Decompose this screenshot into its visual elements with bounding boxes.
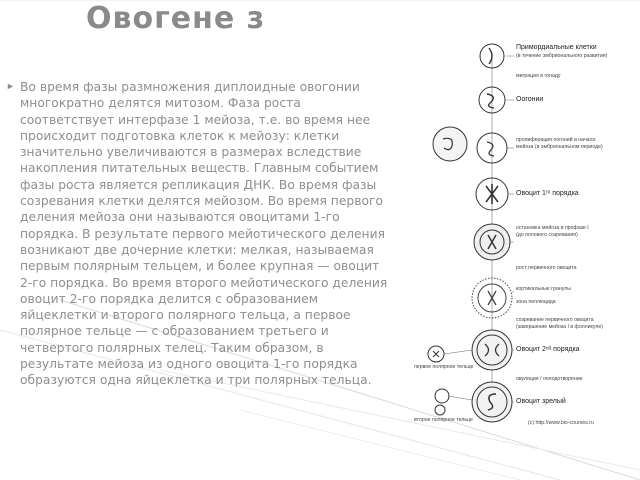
slide-title: Овогене з — [86, 1, 266, 36]
label-mature: Овоцит зрелый — [516, 398, 566, 405]
label-ovulation: овуляция / оплодотворение — [516, 376, 583, 382]
label-proliferation: пролиферация оогоний и начало — [516, 137, 596, 143]
label-primordial-sub: (в течение эмбрионального развития) — [516, 53, 608, 59]
growing-follicle — [472, 278, 512, 318]
proliferating-cells — [433, 127, 507, 163]
label-oocyte2: Овоцит 2ⁿᵈ порядка — [516, 346, 580, 353]
mature-ovum — [435, 382, 512, 422]
body-block — [6, 79, 388, 389]
label-polar2: второе полярное тельце — [414, 417, 473, 423]
label-arrest1: остановка мейоза в профазе I — [516, 225, 589, 231]
label-maturation: созревание первичного овоцита — [516, 317, 594, 323]
bullet-icon: ► — [6, 81, 15, 91]
label-source: (с) http://www.bio-courses.ru — [528, 420, 594, 426]
label-oocyte1: Овоцит 1ʳᵒ порядка — [516, 190, 579, 197]
label-cortical: кортикальные гранулы — [516, 286, 571, 292]
label-oogonia: Оогонии — [516, 96, 544, 103]
oogenesis-diagram — [410, 34, 640, 434]
label-proliferation-sub: мейоза (в эмбриональном периоде) — [516, 144, 603, 150]
label-resume: рост первичного овоцита — [516, 265, 577, 271]
body-text: Во время фазы размножения диплоидные овогонии многократно делятся митозом. Фаза роста соответствует интерфазе 1 мейоза, т.е. во время нее происходит подготовка клеток к мейозу: клетки значительно увеличиваются в размерах вследствие накопления питательных веществ. Главным событием фазы роста является репликация ДНК. Во время фазы созревания клетки делятся мейозом. Во время первого деления мейоза они называются овоцитами 1-го порядка. В результате первого мейотического деления возникают две дочерние клетки: мелкая, называемая первым полярным тельцем, и более крупная — овоцит 2-го порядка. Во время второго мейотического деления овоцит 2-го порядка делится с образованием яйцеклетки и второго полярного тельца, а первое полярное тельце — с образованием третьего и четвертого полярных телец. Таким образом, в результате мейоза из одного овоцита 1-го порядка образуются одна яйцеклетка и три полярных тельца. — [20, 80, 388, 388]
label-primordial: Примордиальные клетки — [516, 44, 597, 51]
label-maturation-sub: (завершение мейоза I в фолликуле) — [516, 324, 603, 330]
arrested-oocyte — [474, 224, 510, 260]
label-arrest1-sub: (до полового созревания) — [516, 232, 578, 238]
label-zona: зона пеллюцида — [516, 299, 556, 305]
label-polar1: первое полярное тельце — [414, 364, 474, 370]
label-migration: миграция в гонаду — [516, 73, 561, 79]
